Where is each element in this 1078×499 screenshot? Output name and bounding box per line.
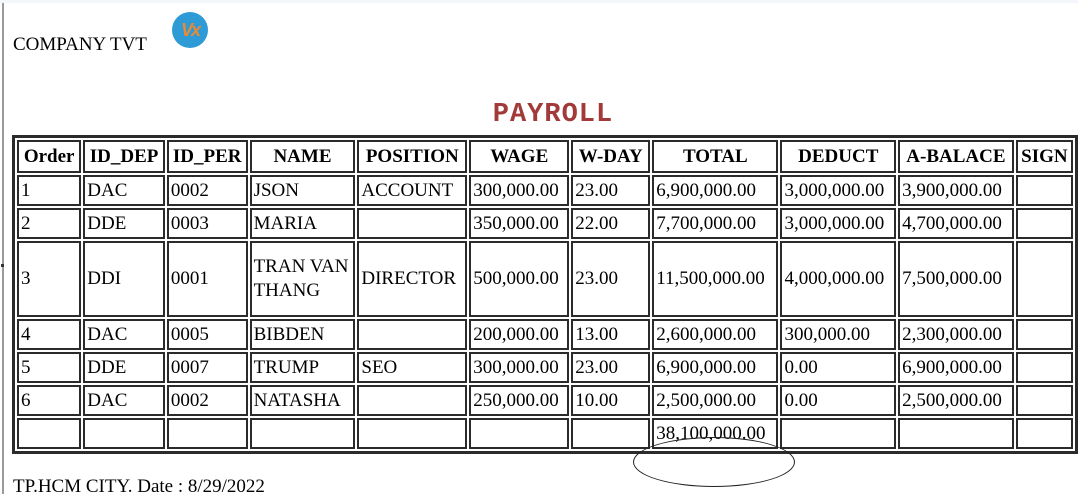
table-row bbox=[17, 352, 1073, 383]
cell-name: NATASHA bbox=[250, 385, 356, 416]
cell-deduct: 300,000.00 bbox=[780, 319, 896, 350]
cell-w-day: 23.00 bbox=[571, 175, 650, 206]
cell-id-dep: DAC bbox=[83, 385, 165, 416]
col-a-balace: A-BALACE bbox=[898, 140, 1014, 173]
company-name: COMPANY TVT bbox=[13, 34, 147, 55]
cell-sign bbox=[1016, 352, 1073, 383]
cell-empty bbox=[1016, 418, 1073, 449]
col-sign: SIGN bbox=[1016, 140, 1073, 173]
cell-id-per: 0003 bbox=[167, 208, 248, 239]
cell-total: 11,500,000.00 bbox=[652, 241, 778, 317]
cell-position: SEO bbox=[357, 352, 467, 383]
cell-order: 5 bbox=[17, 352, 81, 383]
cell-wage: 250,000.00 bbox=[469, 385, 569, 416]
cell-grand-total: 38,100,000.00 bbox=[652, 418, 778, 449]
cell-sign bbox=[1016, 319, 1073, 350]
cell-id-per: 0002 bbox=[167, 385, 248, 416]
cell-wage: 350,000.00 bbox=[469, 208, 569, 239]
col-total: TOTAL bbox=[652, 140, 778, 173]
cell-position: ACCOUNT bbox=[357, 175, 467, 206]
col-id-per: ID_PER bbox=[167, 140, 248, 173]
cell-id-per: 0007 bbox=[167, 352, 248, 383]
cell-id-dep: DAC bbox=[83, 175, 165, 206]
cell-wage: 300,000.00 bbox=[469, 175, 569, 206]
cell-name: TRUMP bbox=[250, 352, 356, 383]
cell-total: 2,600,000.00 bbox=[652, 319, 778, 350]
cell-sign bbox=[1016, 385, 1073, 416]
cell-empty bbox=[250, 418, 356, 449]
cell-deduct: 0.00 bbox=[780, 352, 896, 383]
cell-name: TRAN VAN THANG bbox=[250, 241, 356, 317]
cell-id-per: 0002 bbox=[167, 175, 248, 206]
top-strip bbox=[0, 0, 1078, 3]
cell-position: DIRECTOR bbox=[357, 241, 467, 317]
company-logo-icon bbox=[172, 12, 208, 48]
table-row bbox=[17, 319, 1073, 350]
cell-deduct: 4,000,000.00 bbox=[780, 241, 896, 317]
cell-empty bbox=[17, 418, 81, 449]
col-id-dep: ID_DEP bbox=[83, 140, 165, 173]
table-row bbox=[17, 208, 1073, 239]
cell-deduct: 0.00 bbox=[780, 385, 896, 416]
cell-order: 2 bbox=[17, 208, 81, 239]
col-deduct: DEDUCT bbox=[780, 140, 896, 173]
footer-date: TP.HCM CITY. Date : 8/29/2022 bbox=[13, 476, 265, 497]
cell-a-balace: 2,300,000.00 bbox=[898, 319, 1014, 350]
page-title: PAYROLL bbox=[492, 100, 614, 130]
col-position: POSITION bbox=[357, 140, 467, 173]
cell-id-dep: DAC bbox=[83, 319, 165, 350]
cell-w-day: 22.00 bbox=[571, 208, 650, 239]
cell-id-dep: DDE bbox=[83, 208, 165, 239]
logo-text: Vx bbox=[180, 19, 200, 40]
cell-order: 4 bbox=[17, 319, 81, 350]
col-w-day: W-DAY bbox=[571, 140, 650, 173]
cell-w-day: 23.00 bbox=[571, 241, 650, 317]
cell-total: 6,900,000.00 bbox=[652, 175, 778, 206]
cell-wage: 200,000.00 bbox=[469, 319, 569, 350]
cell-wage: 300,000.00 bbox=[469, 352, 569, 383]
cell-a-balace: 6,900,000.00 bbox=[898, 352, 1014, 383]
cell-sign bbox=[1016, 208, 1073, 239]
cell-w-day: 13.00 bbox=[571, 319, 650, 350]
cell-total: 2,500,000.00 bbox=[652, 385, 778, 416]
table-row bbox=[17, 175, 1073, 206]
table-row bbox=[17, 241, 1073, 317]
cell-id-per: 0001 bbox=[167, 241, 248, 317]
cell-empty bbox=[571, 418, 650, 449]
page-left-border bbox=[2, 3, 4, 494]
col-order: Order bbox=[17, 140, 81, 173]
cell-order: 1 bbox=[17, 175, 81, 206]
cell-empty bbox=[780, 418, 896, 449]
cell-total: 6,900,000.00 bbox=[652, 352, 778, 383]
payroll-table bbox=[12, 135, 1078, 454]
cell-deduct: 3,000,000.00 bbox=[780, 175, 896, 206]
cell-sign bbox=[1016, 241, 1073, 317]
cell-total: 7,700,000.00 bbox=[652, 208, 778, 239]
cell-name: BIBDEN bbox=[250, 319, 356, 350]
cell-empty bbox=[469, 418, 569, 449]
col-wage: WAGE bbox=[469, 140, 569, 173]
cell-position bbox=[357, 319, 467, 350]
cell-order: 6 bbox=[17, 385, 81, 416]
cell-name: JSON bbox=[250, 175, 356, 206]
cell-sign bbox=[1016, 175, 1073, 206]
cell-empty bbox=[357, 418, 467, 449]
cell-w-day: 10.00 bbox=[571, 385, 650, 416]
cell-a-balace: 3,900,000.00 bbox=[898, 175, 1014, 206]
cell-wage: 500,000.00 bbox=[469, 241, 569, 317]
cell-a-balace: 7,500,000.00 bbox=[898, 241, 1014, 317]
cell-name: MARIA bbox=[250, 208, 356, 239]
cursor-dot bbox=[1, 264, 4, 267]
table-row bbox=[17, 385, 1073, 416]
table-header-row bbox=[17, 140, 1073, 173]
table-total-row bbox=[17, 418, 1073, 449]
cell-deduct: 3,000,000.00 bbox=[780, 208, 896, 239]
col-name: NAME bbox=[250, 140, 356, 173]
cell-empty bbox=[898, 418, 1014, 449]
cell-w-day: 23.00 bbox=[571, 352, 650, 383]
cell-id-dep: DDE bbox=[83, 352, 165, 383]
cell-a-balace: 4,700,000.00 bbox=[898, 208, 1014, 239]
cell-order: 3 bbox=[17, 241, 81, 317]
cell-position bbox=[357, 208, 467, 239]
cell-empty bbox=[167, 418, 248, 449]
cell-position bbox=[357, 385, 467, 416]
cell-empty bbox=[83, 418, 165, 449]
cell-a-balace: 2,500,000.00 bbox=[898, 385, 1014, 416]
cell-id-per: 0005 bbox=[167, 319, 248, 350]
cell-id-dep: DDI bbox=[83, 241, 165, 317]
